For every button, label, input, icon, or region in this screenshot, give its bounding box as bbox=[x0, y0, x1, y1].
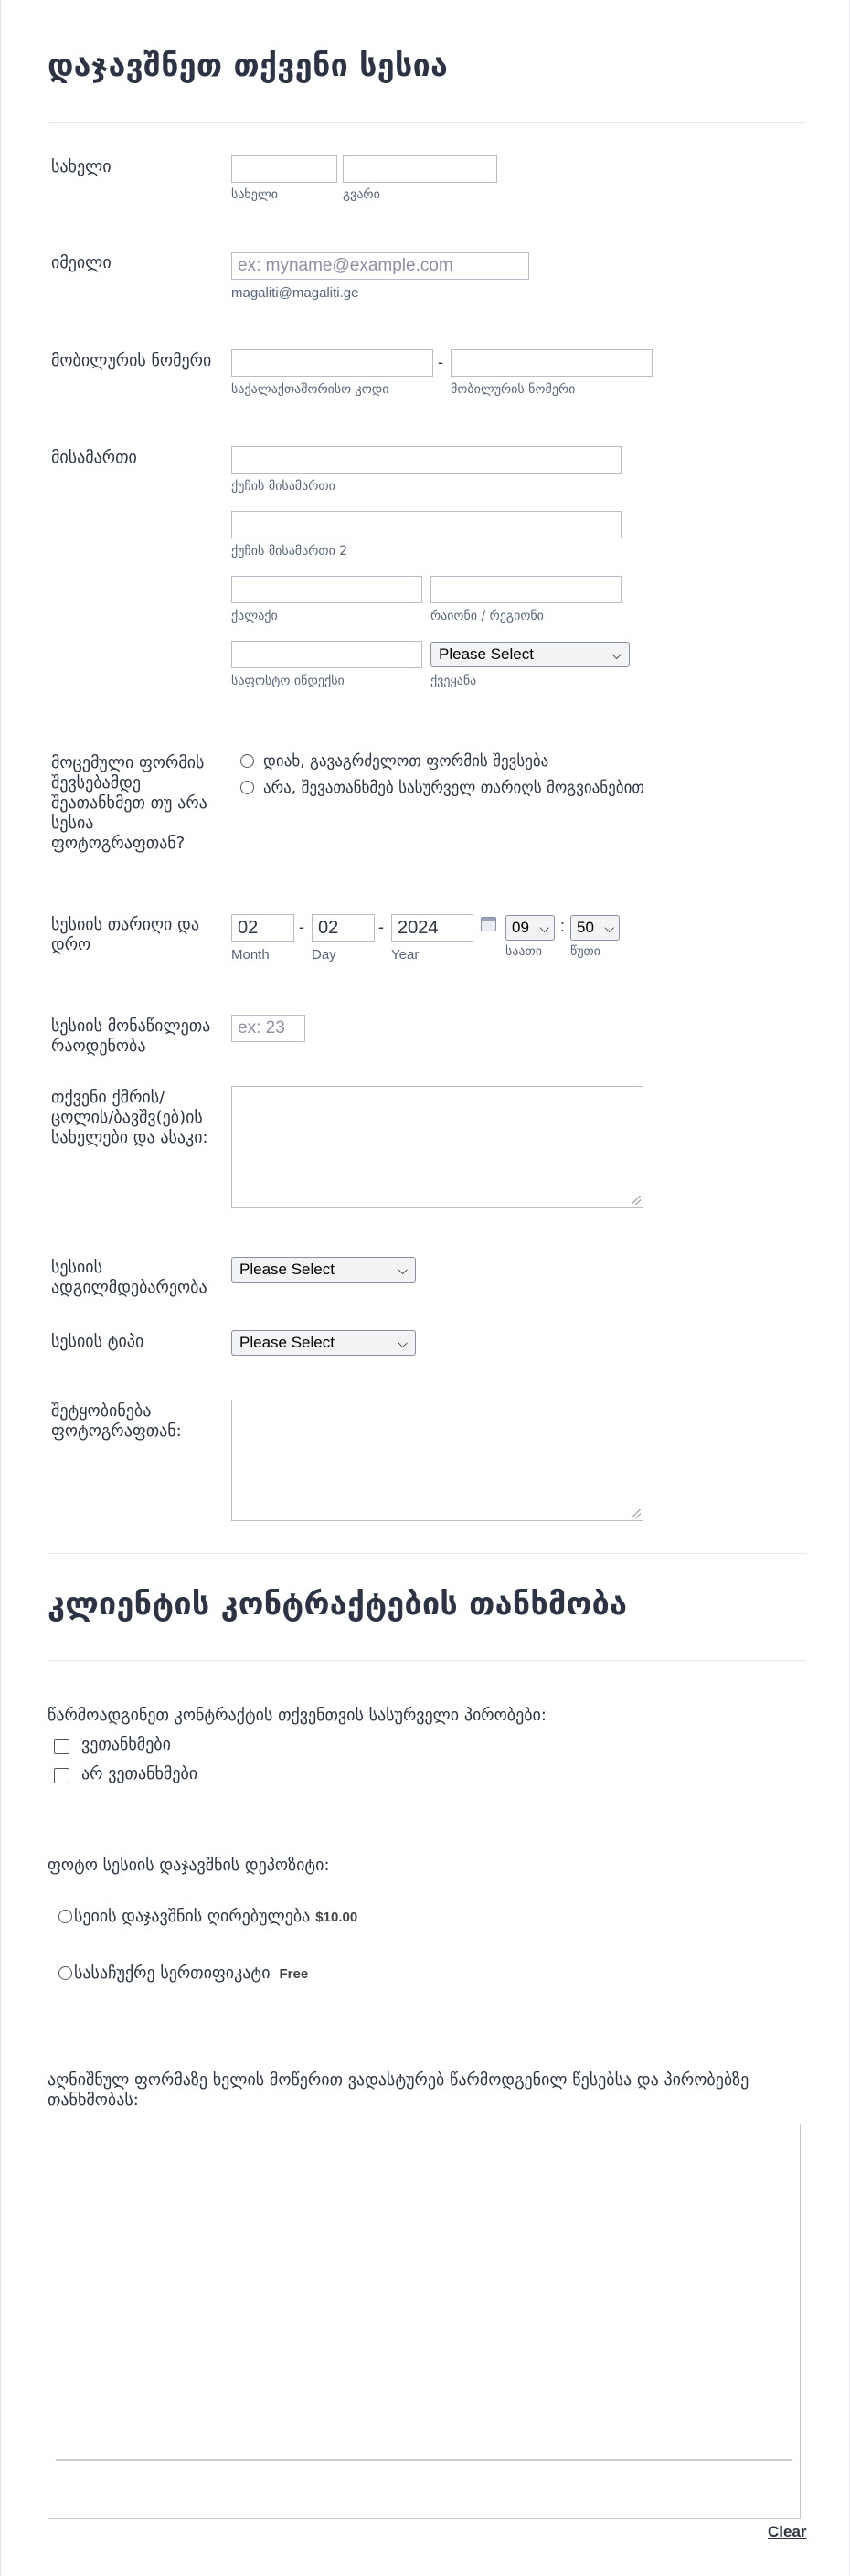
terms-disagree-label: არ ვეთანხმები bbox=[81, 1764, 198, 1783]
last-name-input[interactable] bbox=[343, 155, 497, 183]
location-select[interactable] bbox=[231, 1257, 416, 1283]
page-title: დაჯავშნეთ თქვენი სესია bbox=[48, 48, 449, 84]
phone-number-sublabel: მობილურის ნომერი bbox=[451, 382, 576, 397]
session-type-select[interactable] bbox=[231, 1330, 416, 1356]
email-label: იმეილი bbox=[51, 253, 112, 272]
hour-select[interactable] bbox=[505, 915, 555, 941]
phone-area-sublabel: საქალაქთაშორისო კოდი bbox=[231, 382, 389, 397]
zip-input[interactable] bbox=[231, 641, 422, 668]
region-input[interactable] bbox=[430, 576, 622, 603]
minute-sublabel: წუთი bbox=[570, 944, 601, 959]
location-label: სესიის ადგილმდებარეობა bbox=[51, 1258, 207, 1297]
city-input[interactable] bbox=[231, 576, 422, 603]
participants-label: სესიის მონაწილეთა რაოდენობა bbox=[51, 1017, 211, 1056]
day-input[interactable]: 02 bbox=[312, 914, 375, 942]
signature-pad[interactable] bbox=[48, 2124, 801, 2519]
hour-select-value: 09 bbox=[512, 919, 529, 936]
phone-area-input[interactable] bbox=[231, 349, 433, 377]
deposit-option-booking-label: სეიის დაჯავშნის ღირებულება bbox=[74, 1907, 311, 1926]
day-sublabel: Day bbox=[312, 947, 336, 963]
chevron-down-icon: ⌵ bbox=[398, 1336, 408, 1350]
country-select[interactable] bbox=[430, 642, 630, 667]
year-input[interactable]: 2024 bbox=[391, 914, 473, 942]
phone-separator: - bbox=[438, 353, 443, 371]
email-sublabel: magaliti@magaliti.ge bbox=[231, 285, 359, 301]
partner-names-textarea[interactable] bbox=[231, 1086, 643, 1208]
minute-select[interactable] bbox=[570, 915, 620, 941]
email-input[interactable]: ex: myname@example.com bbox=[231, 252, 529, 280]
terms-agree-checkbox[interactable] bbox=[54, 1739, 69, 1754]
radio-button[interactable] bbox=[58, 1910, 72, 1923]
partner-names-label: თქვენი ქმრის/ ცოლის/ბავშვ(ებ)ის სახელები და ასაკი: bbox=[51, 1088, 208, 1147]
message-textarea[interactable] bbox=[231, 1400, 643, 1521]
chevron-down-icon: ⌵ bbox=[611, 647, 622, 662]
deposit-option-booking[interactable] bbox=[58, 1907, 357, 1926]
date-separator: - bbox=[299, 918, 304, 936]
zip-sublabel: საფოსტო ინდექსი bbox=[231, 674, 345, 688]
terms-disagree-checkbox[interactable] bbox=[54, 1768, 69, 1783]
proceed-option-yes[interactable] bbox=[240, 752, 548, 771]
street2-sublabel: ქუჩის მისამართი 2 bbox=[231, 544, 348, 559]
clear-signature-button[interactable]: Clear bbox=[768, 2523, 807, 2540]
deposit-option-booking-price: $10.00 bbox=[315, 1910, 358, 1925]
section-divider bbox=[48, 1553, 806, 1554]
first-name-input[interactable] bbox=[231, 155, 337, 183]
deposit-option-gift-price: Free bbox=[279, 1966, 309, 1982]
location-select-value: Please Select bbox=[239, 1261, 335, 1278]
first-name-sublabel: სახელი bbox=[231, 187, 278, 202]
radio-button[interactable] bbox=[240, 781, 254, 794]
month-input[interactable]: 02 bbox=[231, 914, 294, 942]
contract-title: კლიენტის კონტრაქტების თანხმობა bbox=[48, 1586, 628, 1623]
time-separator: : bbox=[560, 917, 566, 935]
chevron-down-icon: ⌵ bbox=[539, 921, 549, 935]
calendar-icon[interactable] bbox=[481, 917, 496, 931]
signature-question: აღნიშნულ ფორმაზე ხელის მოწერით ვადასტურებ წარმოდგენილ წესებსა და პირობებზე თანხმობას: bbox=[48, 2070, 749, 2110]
resize-handle-icon[interactable] bbox=[632, 1509, 641, 1518]
month-sublabel: Month bbox=[231, 947, 270, 963]
session-type-select-value: Please Select bbox=[239, 1334, 335, 1351]
chevron-down-icon: ⌵ bbox=[398, 1262, 408, 1277]
last-name-sublabel: გვარი bbox=[343, 187, 380, 202]
minute-select-value: 50 bbox=[577, 919, 594, 936]
country-sublabel: ქვეყანა bbox=[430, 674, 477, 688]
participants-input[interactable]: ex: 23 bbox=[231, 1015, 305, 1042]
deposit-option-gift[interactable] bbox=[58, 1964, 308, 1983]
date-separator: - bbox=[378, 918, 384, 936]
deposit-option-gift-label: სასაჩუქრე სერთიფიკატი bbox=[74, 1964, 271, 1983]
session-type-label: სესიის ტიპი bbox=[51, 1332, 144, 1351]
deposit-question: ფოტო სესიის დაჯავშნის დეპოზიტი: bbox=[48, 1856, 330, 1875]
proceed-option-yes-label: დიახ, გავაგრძელოთ ფორმის შევსება bbox=[263, 752, 549, 771]
signature-line bbox=[56, 2459, 792, 2461]
hour-sublabel: საათი bbox=[505, 944, 542, 959]
proceed-option-later-label: არა, შევათანხმებ სასურველ თარიღს მოგვიანებით bbox=[263, 779, 644, 797]
street-input[interactable] bbox=[231, 446, 622, 474]
year-sublabel: Year bbox=[391, 947, 420, 963]
resize-handle-icon[interactable] bbox=[632, 1196, 641, 1205]
terms-question: წარმოადგინეთ კონტრაქტის თქვენთვის სასურველი პირობები: bbox=[48, 1706, 547, 1725]
contract-divider bbox=[48, 1660, 806, 1661]
terms-agree-label: ვეთანხმები bbox=[81, 1735, 171, 1754]
radio-button[interactable] bbox=[240, 754, 254, 768]
address-label: მისამართი bbox=[51, 448, 137, 467]
city-sublabel: ქალაქი bbox=[231, 609, 278, 623]
message-label: შეტყობინება ფოტოგრაფთან: bbox=[51, 1401, 182, 1441]
street2-input[interactable] bbox=[231, 511, 622, 538]
phone-number-input[interactable] bbox=[451, 349, 653, 377]
country-select-value: Please Select bbox=[439, 645, 534, 663]
region-sublabel: რაიონი / რეგიონი bbox=[430, 609, 544, 623]
header-divider bbox=[48, 122, 806, 123]
proceed-question-label: მოცემული ფორმის შევსებამდე შეათანხმეთ თუ არა სესია ფოტოგრაფთან? bbox=[51, 753, 207, 853]
street-sublabel: ქუჩის მისამართი bbox=[231, 479, 335, 494]
phone-label: მობილურის ნომერი bbox=[51, 351, 212, 370]
chevron-down-icon: ⌵ bbox=[604, 921, 614, 935]
proceed-option-later[interactable] bbox=[240, 779, 644, 797]
session-date-label: სესიის თარიღი და დრო bbox=[51, 915, 199, 954]
name-label: სახელი bbox=[51, 157, 112, 176]
radio-button[interactable] bbox=[58, 1966, 72, 1980]
